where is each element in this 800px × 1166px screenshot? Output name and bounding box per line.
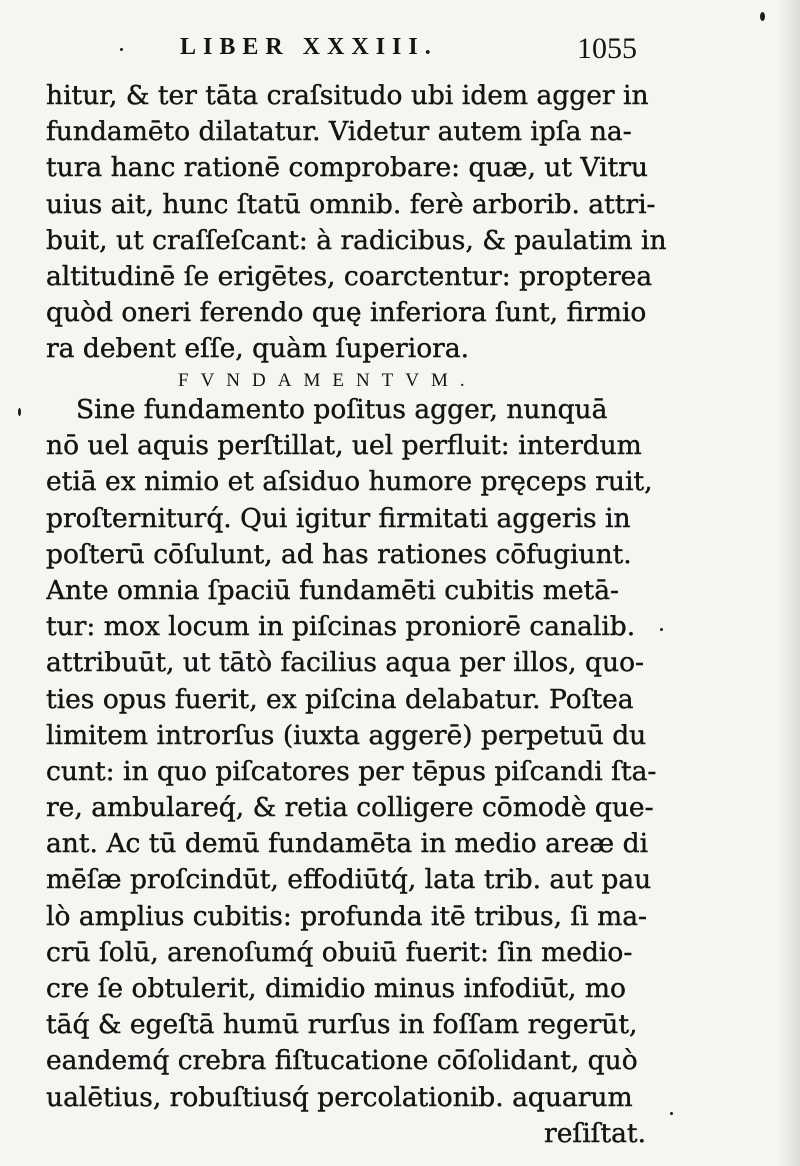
text-line: tura hanc rationē comprobare: quæ, ut Vitru: [46, 152, 648, 184]
text-line: quòd oneri ferendo quę inferiora ſunt, firmio: [46, 297, 647, 329]
text-line: nō uel aquis perſtillat, uel perfluit: interdum: [46, 430, 642, 462]
text-line: hitur, & ter tāta craſsitudo ubi idem agger in: [46, 80, 649, 111]
text-line: cre ſe obtulerit, dimidio minus infodiūt, mo: [46, 973, 626, 1004]
text-line: mēſæ proſcindūt, effodiūtq́, lata trib. aut pau: [46, 864, 652, 896]
ink-speck: [760, 12, 765, 21]
ink-speck: [660, 628, 663, 631]
text-line: Ante omnia ſpaciū fundamēti cubitis metā-: [46, 574, 619, 606]
text-line: cunt: in quo piſcatores per tēpus piſcandi ſta-: [46, 755, 657, 787]
text-line: lò amplius cubitis: profunda itē tribus, ſi ma-: [46, 900, 648, 932]
text-line: limitem introrſus (iuxta aggerē) perpetuū du: [46, 719, 647, 751]
page-number: 1055: [577, 32, 637, 65]
ink-speck: [18, 408, 21, 416]
text-line: ra debent eſſe, quàm ſuperiora.: [46, 333, 470, 365]
text-line: crū ſolū, arenoſumq́ obuiū fuerit: ſin medio-: [46, 936, 633, 968]
text-line: eandemq́ crebra fiſtucatione cōſolidant, quò: [46, 1045, 638, 1077]
paragraph-fundamentum: [46, 392, 676, 1152]
ink-speck: [120, 48, 123, 51]
ink-speck: [670, 1112, 673, 1115]
text-line: tur: mox locum in piſcinas proniorē canalib.: [46, 611, 636, 643]
text-line: fundamēto dilatatur. Videtur autem ipſa na-: [46, 116, 632, 148]
text-line: ant. Ac tū demū fundamēta in medio areæ di: [46, 828, 649, 860]
page-edge-shadow: [778, 0, 800, 1166]
paragraph-continued: [46, 78, 676, 368]
text-line: buit, ut craſſeſcant: à radicibus, & paulatim in: [46, 224, 667, 256]
text-line: proſterniturq́. Qui igitur firmitati aggeris in: [46, 502, 631, 534]
text-line: uius ait, hunc ſtatū omnib. ferè arborib. attri-: [46, 188, 656, 220]
text-line: altitudinē ſe erigētes, coarctentur: propterea: [46, 260, 653, 292]
text-line: attribuūt, ut tātò facilius aqua per illos, quo-: [46, 647, 644, 679]
text-line: ualētius, robuſtiusq́ percolationib. aquarum: [46, 1081, 633, 1113]
text-line: etiā ex nimio et aſsiduo humore pręceps ruit,: [46, 466, 653, 498]
running-head: LIBER XXXIII.: [180, 34, 438, 60]
text-line: Sine fundamento poſitus agger, nunquā: [76, 394, 608, 425]
section-heading: FVNDAMENTVM.: [178, 370, 477, 391]
text-line: ties opus fuerit, ex piſcina delabatur. Poſtea: [46, 683, 634, 715]
text-line: re, ambulareq́, & retia colligere cōmodè que-: [46, 792, 654, 824]
text-line: poſterū cōſulunt, ad has rationes cōfugiunt.: [46, 538, 632, 570]
text-line: tāq́ & egeſtā humū rurſus in foſſam regerūt,: [46, 1009, 638, 1041]
text-line: reſiſtat.: [544, 1117, 646, 1149]
